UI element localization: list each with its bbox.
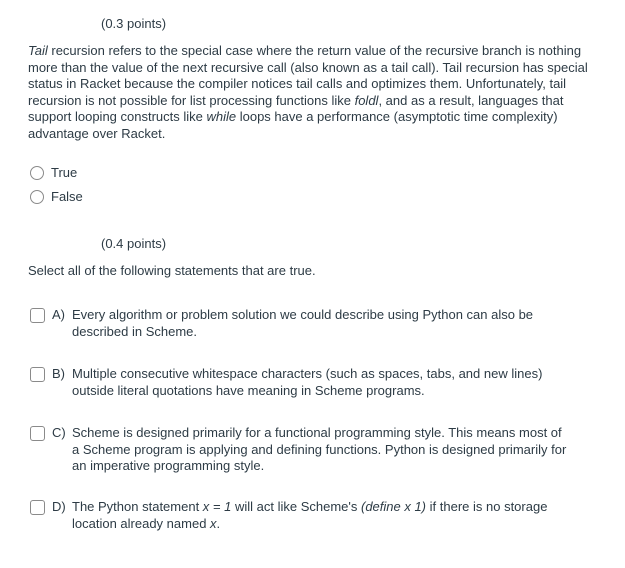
choice-d-text[interactable] (72, 499, 570, 532)
question-1-text-em-tail: Tail (28, 43, 48, 58)
option-false[interactable] (30, 189, 83, 204)
choice-d-em-scheme-define: (define x 1) (360, 499, 427, 514)
radio-true[interactable] (30, 166, 44, 180)
radio-false[interactable] (30, 190, 44, 204)
choice-d-text-part-2: will act like Scheme's (231, 499, 361, 514)
choice-d[interactable] (30, 499, 570, 532)
question-1-text-part-3: loops have a performance (asymptotic time complexity) advantage over Racket. (28, 109, 558, 141)
choice-a-letter: A) (52, 307, 65, 322)
question-1-text-em-while: while (206, 109, 237, 125)
choice-d-text-part-4: . (216, 515, 221, 531)
checkbox-c[interactable] (30, 426, 45, 441)
question-1-text-em-foldl: foldl (354, 92, 379, 108)
choice-d-em-x: x (210, 515, 217, 531)
question-1-points: (0.3 points) (101, 16, 167, 31)
choice-d-text-part-1: The Python statement (72, 499, 203, 514)
checkbox-d[interactable] (30, 500, 45, 515)
checkbox-a[interactable] (30, 308, 45, 323)
choice-c-letter: C) (52, 425, 66, 440)
question-1-text-part-2: , and as a result, languages that support looping constructs like (28, 92, 564, 125)
question-1-text (28, 43, 588, 143)
option-false-label[interactable]: False (51, 189, 83, 204)
choice-c-text[interactable]: Scheme is designed primarily for a functional programming style. This means most of a Scheme program is applying and defining functions. Python is designed primarily for an imperative programming style. (72, 425, 567, 474)
choice-b[interactable] (30, 366, 570, 399)
choice-b-text[interactable]: Multiple consecutive whitespace characters (such as spaces, tabs, and new lines) outside literal quotations have meaning in Scheme programs. (72, 366, 543, 398)
option-true-label[interactable]: True (51, 165, 78, 180)
choice-d-letter: D) (52, 499, 66, 514)
checkbox-b[interactable] (30, 367, 45, 382)
choice-d-em-python-stmt: x = 1 (202, 499, 232, 514)
choice-c[interactable] (30, 425, 570, 475)
choice-d-text-part-3: if there is no storage location already named (72, 499, 548, 531)
option-true[interactable] (30, 165, 77, 180)
choice-a[interactable] (30, 307, 570, 340)
choice-b-letter: B) (52, 366, 65, 381)
question-1-text-part-1: recursion refers to the special case where the return value of the recursive branch is nothing more than the value of the next recursive call (also known as a tail call). Tail recursion has special status in Racket because the compiler notices tail calls and optimizes them. Unfortunately, tail recursion is not possible for list processing functions like (28, 43, 588, 108)
question-2-points: (0.4 points) (101, 236, 167, 251)
choice-a-text[interactable]: Every algorithm or problem solution we could describe using Python can also be described in Scheme. (72, 307, 534, 339)
question-2-prompt: Select all of the following statements that are true. (28, 263, 316, 278)
